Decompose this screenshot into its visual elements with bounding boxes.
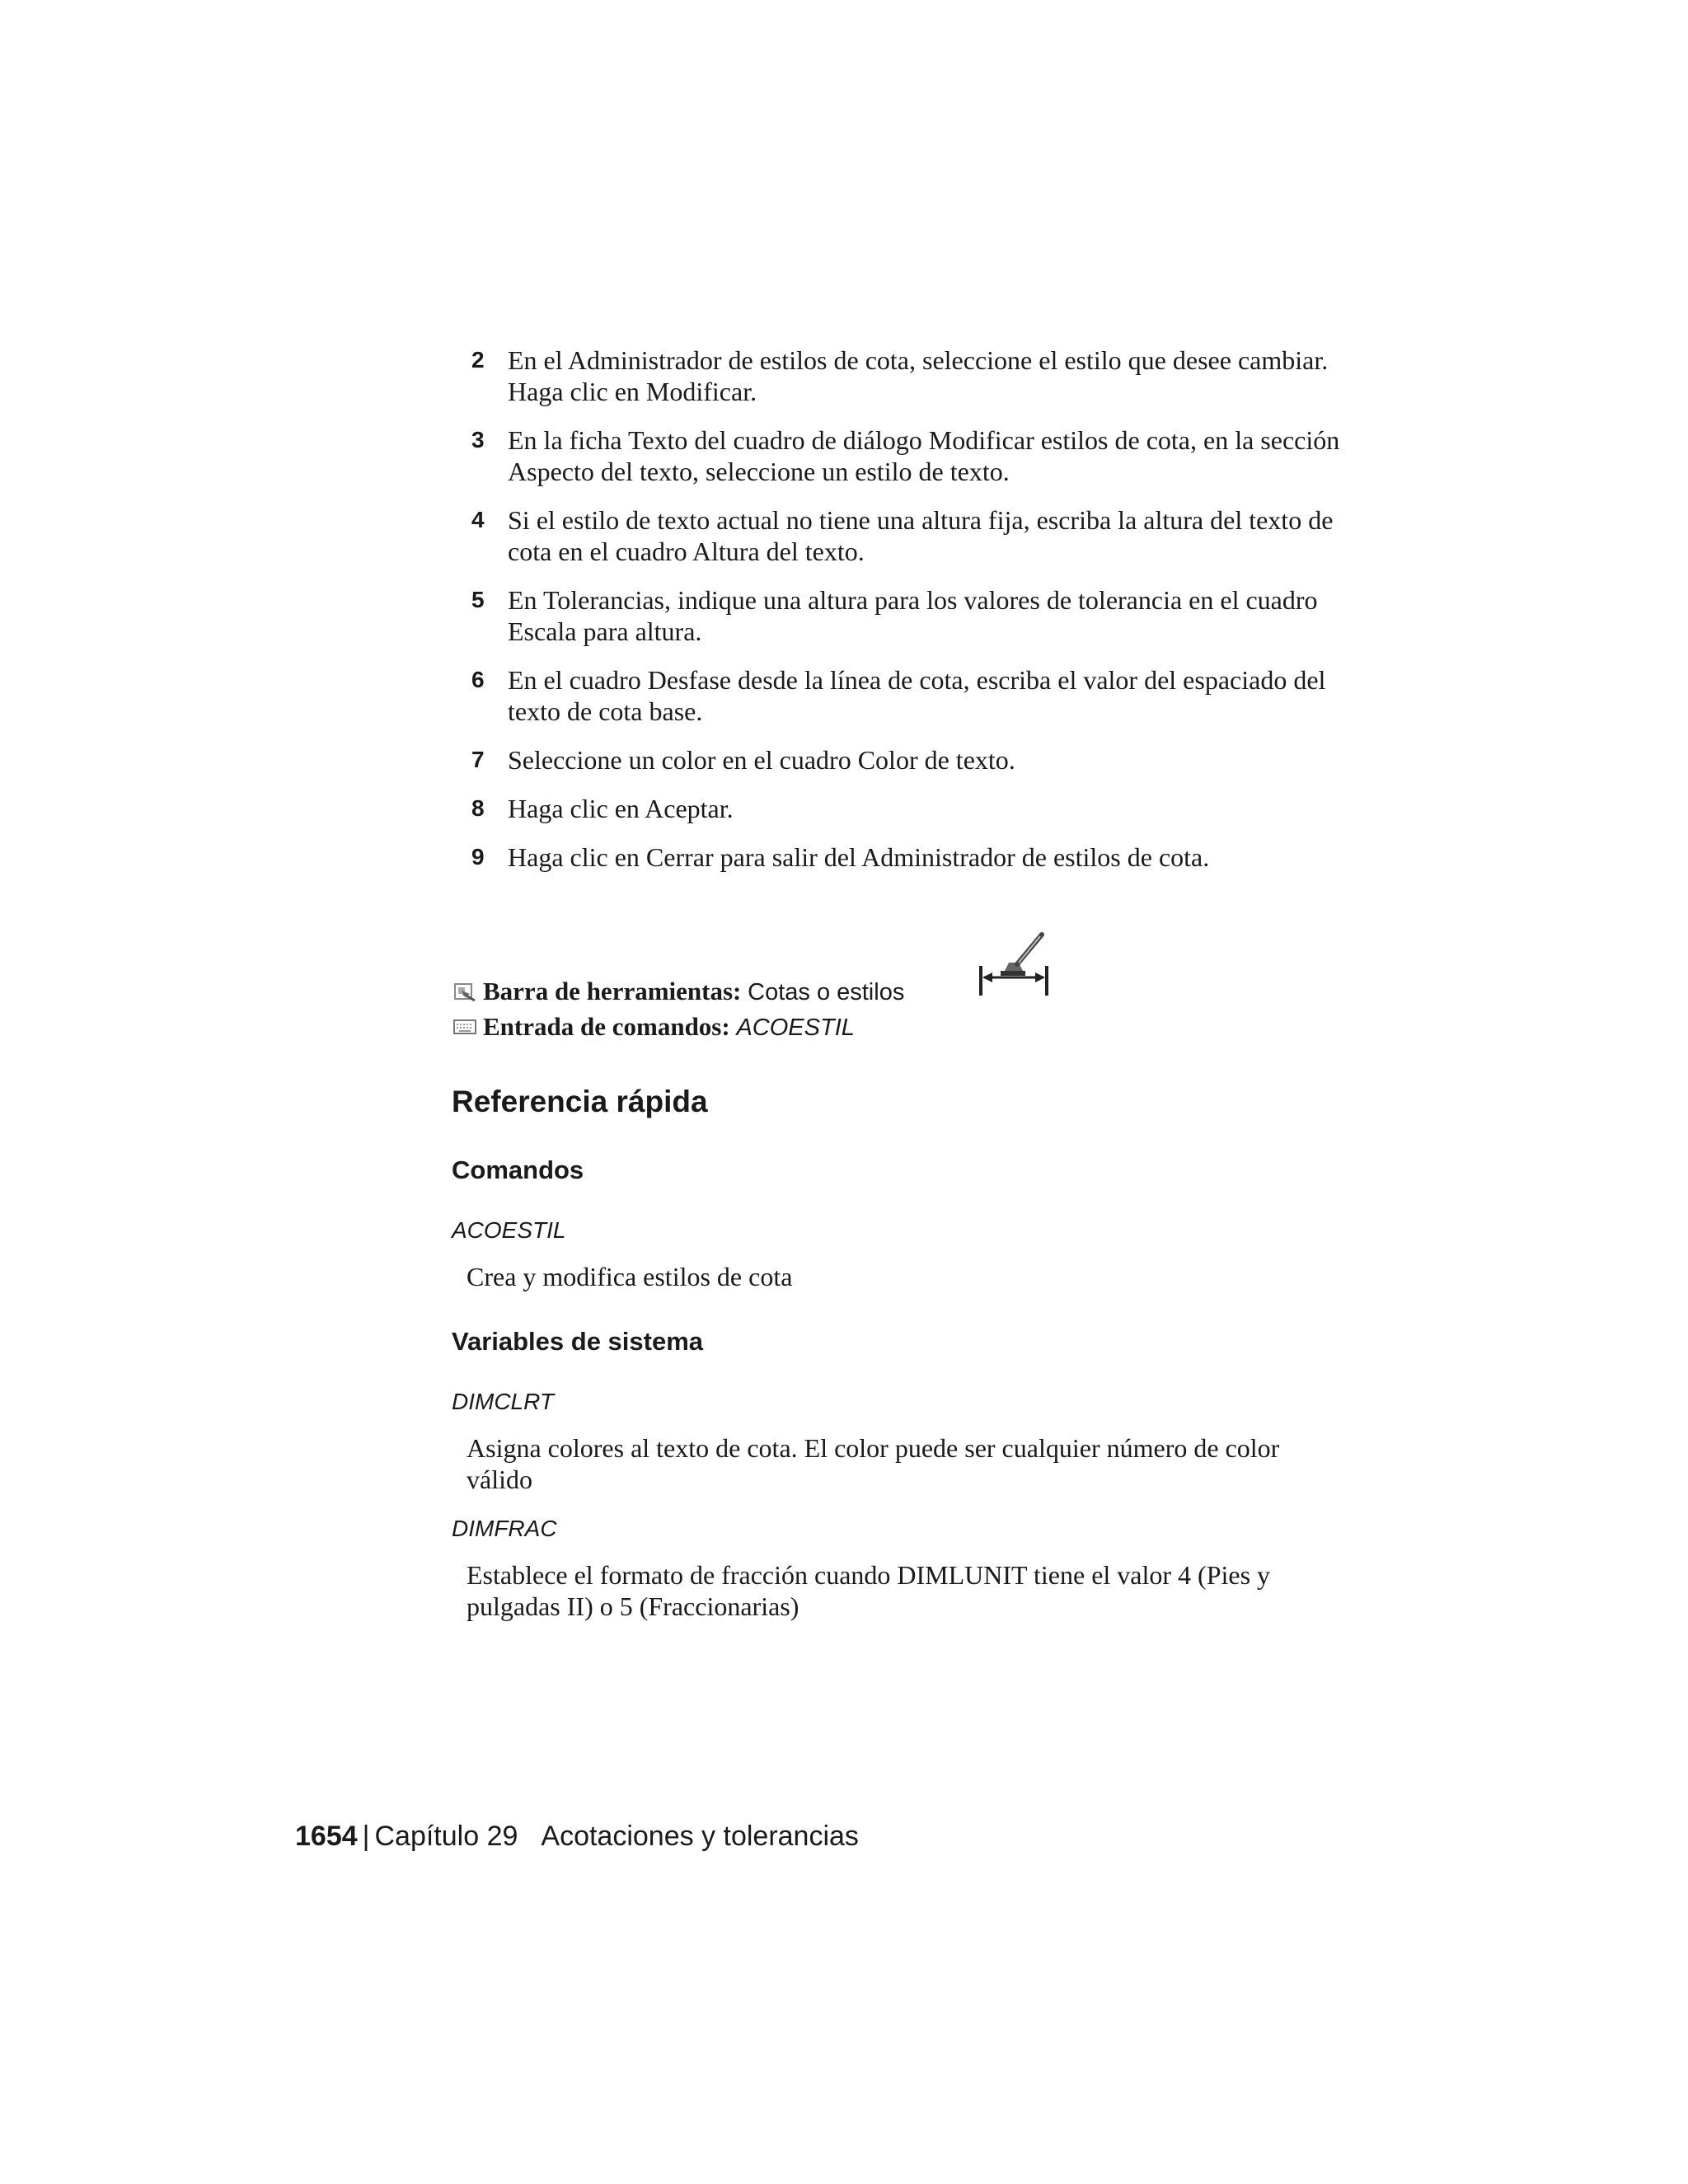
chapter-label: Capítulo 29 [374, 1821, 518, 1852]
step-item [462, 424, 1352, 487]
step-text: Si el estilo de texto actual no tiene una altura fija, escriba la altura del texto de cota en el cuadro Altura del texto. [508, 505, 1334, 566]
sysvar-description: Asigna colores al texto de cota. El color puede ser cualquier número de color válido [467, 1433, 1280, 1494]
step-text: Haga clic en Aceptar. [508, 794, 734, 823]
command-name: ACOESTIL [452, 1217, 566, 1243]
chapter-title: Acotaciones y tolerancias [541, 1821, 859, 1852]
step-number: 3 [471, 427, 485, 452]
command-entry-access [452, 1010, 904, 1045]
toolbar-value: Cotas o estilos [748, 979, 905, 1005]
toolbar-label: Barra de herramientas: [483, 977, 742, 1005]
command-label: Entrada de comandos: [483, 1012, 730, 1041]
step-text: En el Administrador de estilos de cota, seleccione el estilo que desee cambiar. Haga clic en Modificar. [508, 345, 1329, 406]
step-number: 2 [471, 347, 485, 373]
step-item [462, 584, 1352, 647]
access-methods [452, 974, 904, 1045]
step-number: 8 [471, 795, 485, 821]
procedure-steps [462, 344, 1352, 890]
step-text: En la ficha Texto del cuadro de diálogo Modificar estilos de cota, en la sección Aspecto del texto, seleccione un estilo de texto. [508, 425, 1340, 486]
footer-separator: | [362, 1821, 370, 1852]
command-value: ACOESTIL [736, 1015, 855, 1041]
step-text: Seleccione un color en el cuadro Color de texto. [508, 745, 1015, 775]
step-number: 6 [471, 667, 485, 692]
step-number: 5 [471, 587, 485, 612]
step-item [462, 344, 1352, 407]
keyboard-icon [453, 1016, 476, 1038]
page-footer [295, 1818, 859, 1854]
step-item [462, 841, 1352, 873]
step-number: 7 [471, 747, 485, 772]
step-number: 9 [471, 844, 485, 869]
system-variables-heading: Variables de sistema [452, 1327, 704, 1356]
step-text: En el cuadro Desfase desde la línea de cota, escriba el valor del espaciado del texto de cota base. [508, 665, 1326, 726]
step-number: 4 [471, 507, 485, 532]
sysvar-name: DIMCLRT [452, 1389, 554, 1414]
quick-reference-heading: Referencia rápida [452, 1085, 708, 1118]
step-item [462, 744, 1352, 776]
toolbar-access [452, 974, 904, 1010]
dimension-style-icon [976, 930, 1052, 997]
step-item [462, 664, 1352, 727]
step-text: Haga clic en Cerrar para salir del Administrador de estilos de cota. [508, 842, 1210, 872]
toolbar-icon [453, 981, 476, 1002]
sysvar-description: Establece el formato de fracción cuando DIMLUNIT tiene el valor 4 (Pies y pulgadas II) o 5 (Fraccionarias) [467, 1560, 1271, 1621]
page-number: 1654 [295, 1821, 358, 1852]
command-description: Crea y modifica estilos de cota [467, 1262, 793, 1291]
sysvar-name: DIMFRAC [452, 1516, 557, 1541]
step-item [462, 504, 1352, 567]
commands-heading: Comandos [452, 1155, 584, 1184]
step-item [462, 793, 1352, 824]
step-text: En Tolerancias, indique una altura para los valores de tolerancia en el cuadro Escala para altura. [508, 585, 1318, 646]
